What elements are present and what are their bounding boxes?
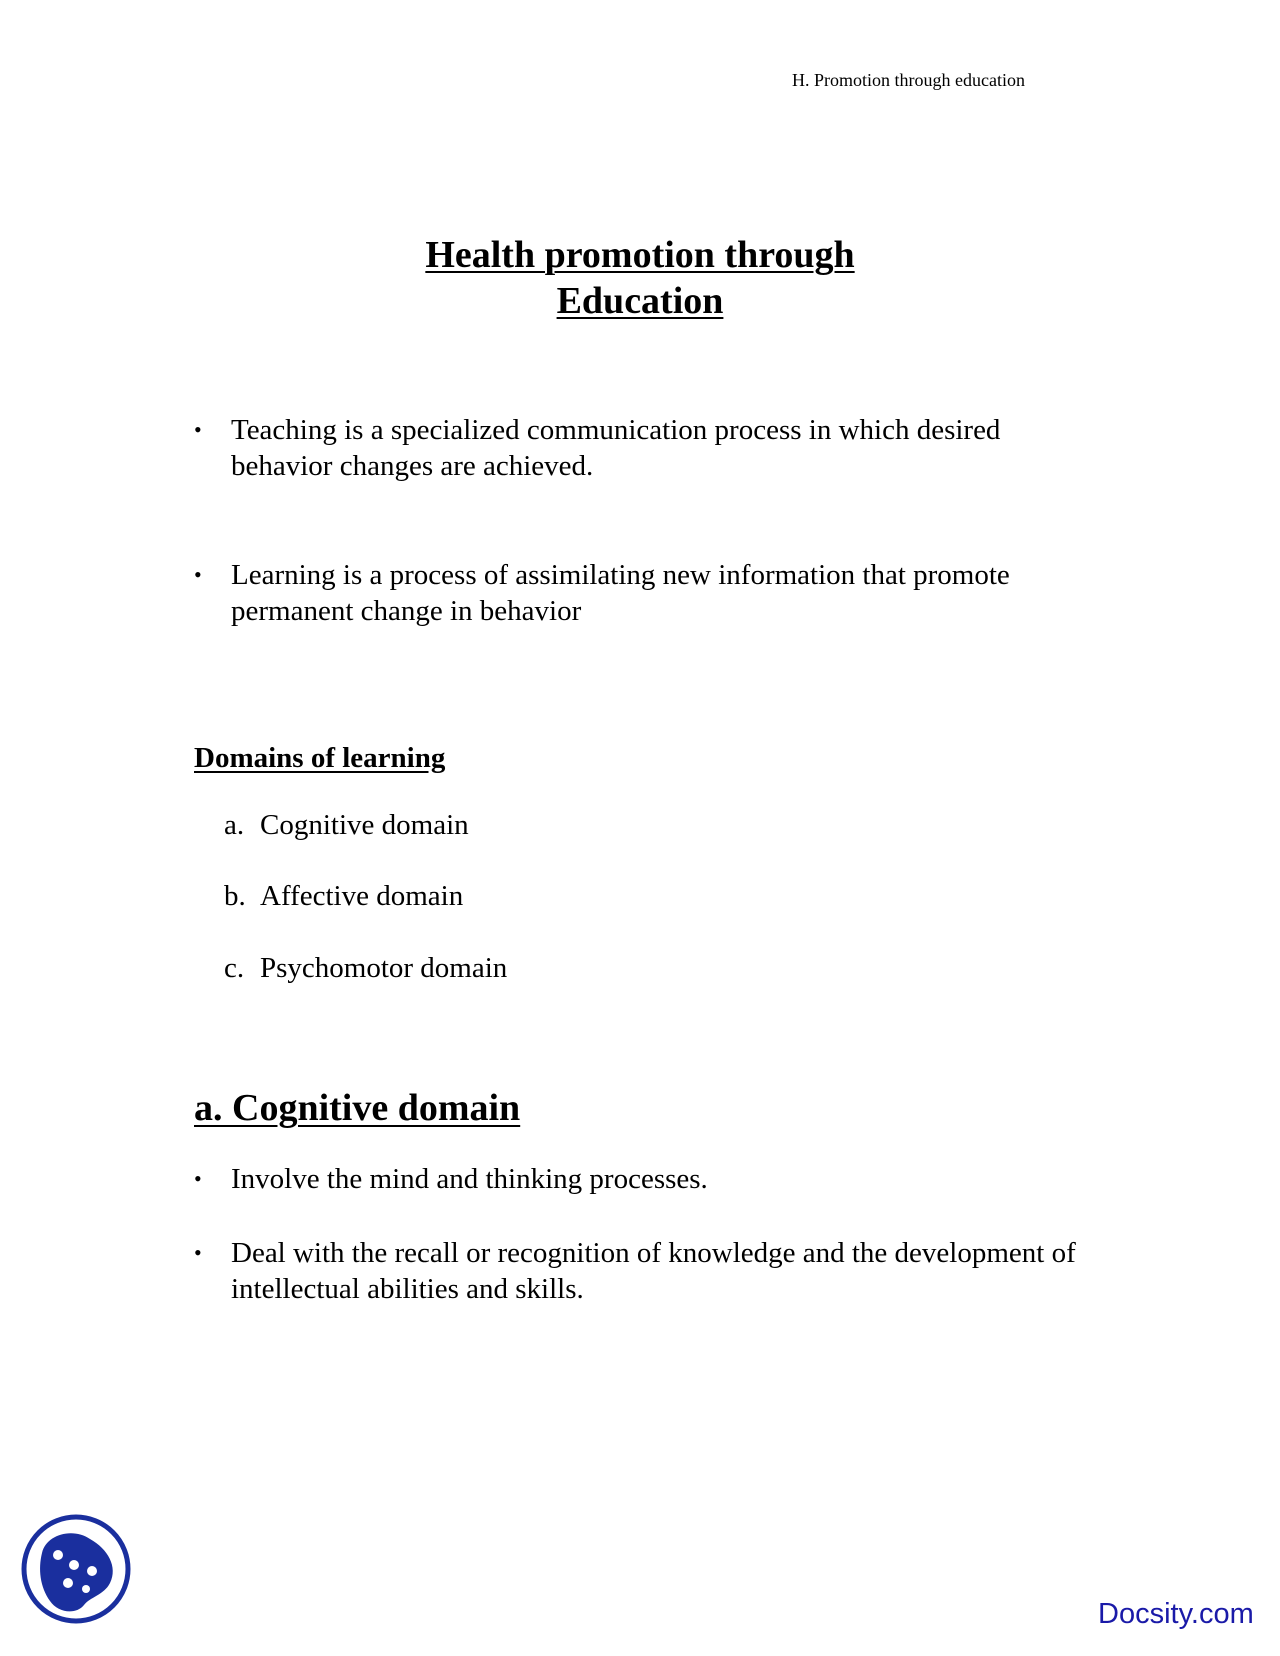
domain-item-affective — [224, 878, 463, 914]
bullet-icon: • — [194, 1166, 202, 1191]
domain-item-psychomotor — [224, 950, 507, 986]
bullet-line: Involve the mind and thinking processes. — [231, 1163, 708, 1195]
bullet-icon: • — [194, 1240, 202, 1265]
list-label: Cognitive domain — [260, 809, 469, 841]
cognitive-heading: a. Cognitive domain — [194, 1087, 521, 1129]
list-label: Psychomotor domain — [260, 952, 508, 984]
bullet-icon: • — [194, 562, 202, 587]
title-line-1: Health promotion through — [425, 234, 855, 276]
bullet-recall — [194, 1235, 1174, 1307]
title-line-2: Education — [556, 280, 724, 322]
list-marker: a. — [224, 809, 245, 841]
bullet-line: permanent change in behavior — [231, 595, 582, 627]
bullet-involve-mind — [194, 1161, 1174, 1197]
running-header: H. Promotion through education — [792, 70, 1025, 90]
list-marker: b. — [224, 880, 246, 912]
bullet-line: Teaching is a specialized communication process in which desired — [231, 414, 1001, 446]
docsity-brand-link[interactable]: Docsity.com — [1098, 1598, 1254, 1630]
bullet-line: Deal with the recall or recognition of knowledge and the development of — [231, 1237, 1076, 1269]
bullet-icon: • — [194, 417, 202, 442]
list-marker: c. — [224, 952, 245, 984]
bullet-line: behavior changes are achieved. — [231, 450, 594, 482]
bullet-line: intellectual abilities and skills. — [231, 1273, 584, 1305]
bullet-teaching — [194, 412, 1174, 484]
bullet-line: Learning is a process of assimilating new information that promote — [231, 559, 1010, 591]
domains-heading: Domains of learning — [194, 742, 446, 774]
bullet-learning — [194, 557, 1174, 629]
list-label: Affective domain — [260, 880, 464, 912]
document-title — [0, 232, 1280, 324]
docsity-logo-icon — [20, 1513, 132, 1625]
domain-item-cognitive — [224, 807, 469, 843]
